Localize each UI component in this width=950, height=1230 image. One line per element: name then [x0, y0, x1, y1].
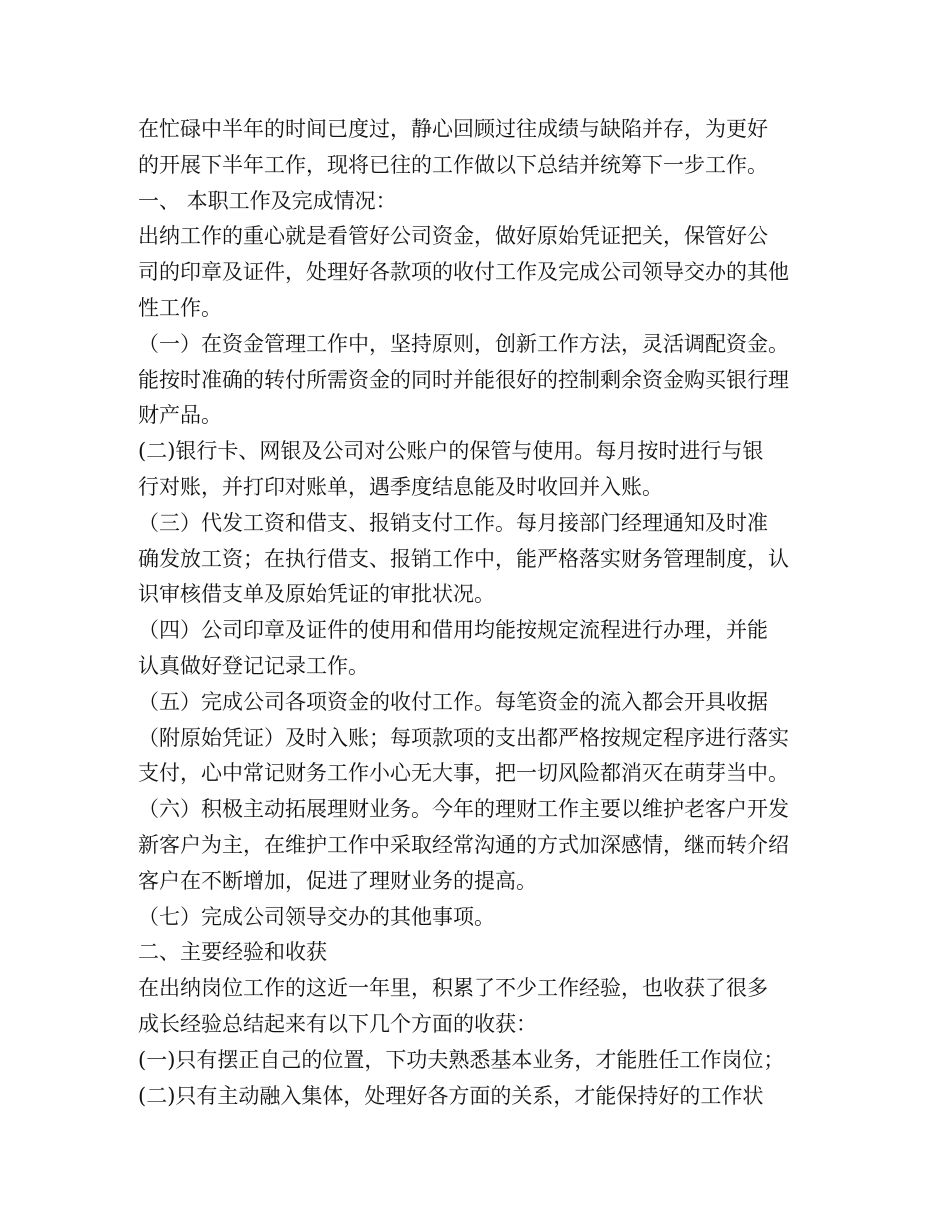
document-body — [138, 112, 828, 1114]
text-line: （七）完成公司领导交办的其他事项。 — [138, 904, 495, 929]
text-line: 司的印章及证件，处理好各款项的收付工作及完成公司领导交办的其他 — [138, 260, 789, 285]
text-line: (二)只有主动融入集体，处理好各方面的关系，才能保持好的工作状 — [138, 1083, 764, 1108]
text-line: （六）积极主动拓展理财业务。今年的理财工作主要以维护老客户开发 — [138, 797, 789, 822]
text-line: 在忙碌中半年的时间已度过，静心回顾过往成绩与缺陷并存，为更好 — [138, 117, 768, 141]
text-line: （一）在资金管理工作中，坚持原则，创新工作方法，灵活调配资金。 — [138, 331, 789, 356]
text-line: （五）完成公司各项资金的收付工作。每笔资金的流入都会开具收据 — [138, 689, 768, 714]
text-line: 成长经验总结起来有以下几个方面的收获： — [138, 1011, 537, 1036]
text-line: 二、主要经验和收获 — [138, 940, 327, 965]
text-line: 的开展下半年工作，现将已往的工作做以下总结并统筹下一步工作。 — [138, 152, 768, 177]
text-line: (一)只有摆正自己的位置，下功夫熟悉基本业务，才能胜任工作岗位； — [138, 1047, 785, 1072]
text-line: 客户在不断增加，促进了理财业务的提高。 — [138, 868, 537, 893]
text-line: (二)银行卡、网银及公司对公账户的保管与使用。每月按时进行与银 — [138, 439, 764, 464]
text-line: （三）代发工资和借支、报销支付工作。每月接部门经理通知及时准 — [138, 510, 768, 535]
text-line: 行对账，并打印对账单，遇季度结息能及时收回并入账。 — [138, 474, 663, 499]
text-line: 能按时准确的转付所需资金的同时并能很好的控制剩余资金购买银行理 — [138, 367, 789, 392]
text-line: 认真做好登记记录工作。 — [138, 653, 369, 678]
text-line: （附原始凭证）及时入账；每项款项的支出都严格按规定程序进行落实 — [138, 725, 789, 750]
text-line: （四）公司印章及证件的使用和借用均能按规定流程进行办理，并能 — [138, 618, 768, 643]
text-line: 确发放工资；在执行借支、报销工作中，能严格落实财务管理制度，认 — [138, 546, 789, 571]
text-line: 性工作。 — [138, 295, 222, 320]
text-line: 新客户为主，在维护工作中采取经常沟通的方式加深感情，继而转介绍 — [138, 832, 789, 857]
text-line: 在出纳岗位工作的这近一年里，积累了不少工作经验，也收获了很多 — [138, 976, 768, 1001]
text-line: 一、 本职工作及完成情况： — [138, 188, 397, 213]
text-line: 支付，心中常记财务工作小心无大事，把一切风险都消灭在萌芽当中。 — [138, 761, 789, 786]
text-line: 财产品。 — [138, 403, 222, 428]
text-line: 出纳工作的重心就是看管好公司资金，做好原始凭证把关，保管好公 — [138, 224, 768, 249]
text-line: 识审核借支单及原始凭证的审批状况。 — [138, 582, 495, 607]
